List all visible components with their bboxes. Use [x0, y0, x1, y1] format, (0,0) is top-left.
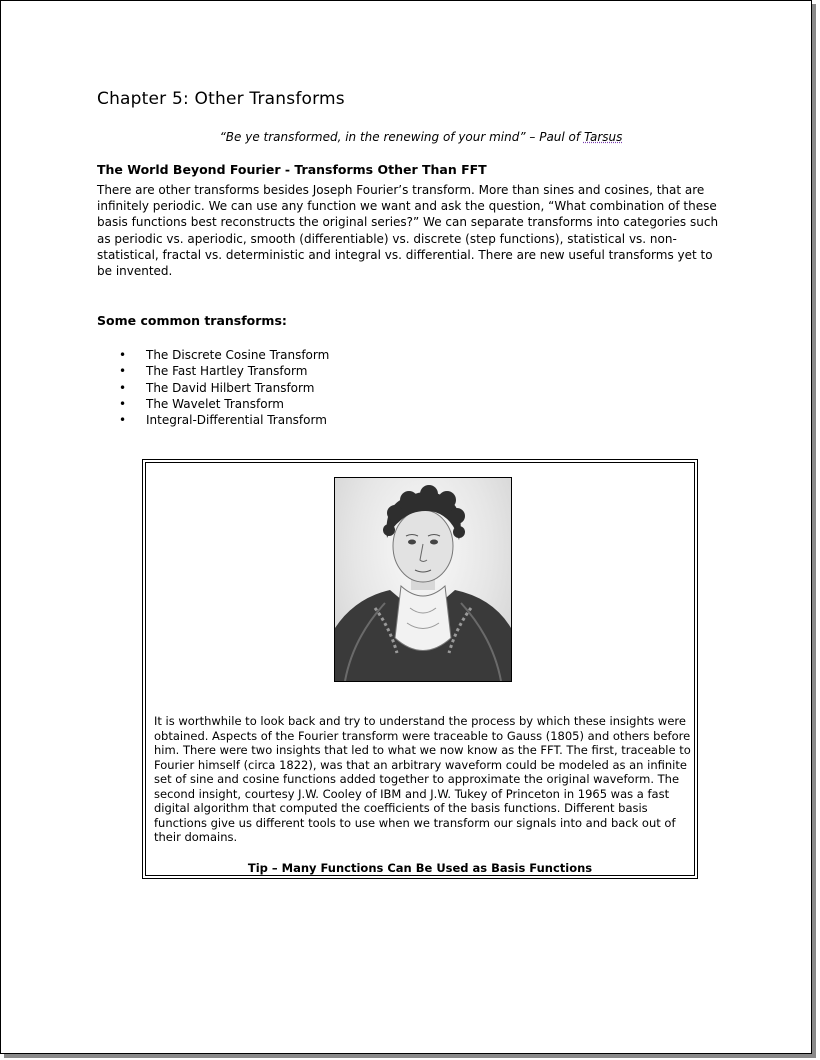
tip-text: It is worthwhile to look back and try to understand the process by which these insights were obtained. Aspects of the Fourier transform were traceable to Gauss (1805) and others before him. There were two insights that led to what we now know as the FFT. The first, traceable to Fourier himself (circa 1822), was that an arbitrary waveform could be modeled as an infinite set of sine and cosine functions added together to approximate the original waveform. The second insight, courtesy J.W. Cooley of IBM and J.W. Tukey of Princeton in 1965 was a fast digital algorithm that computed the coefficients of the basis functions. Different basis functions give us different tools to use when we transform our signals into and back out of their domains. — [154, 714, 691, 844]
epigraph-place: Tarsus — [583, 130, 623, 144]
list-item: • The David Hilbert Transform — [97, 380, 329, 396]
common-transforms-heading: Some common transforms: — [97, 313, 287, 328]
chapter-title: Chapter 5: Other Transforms — [97, 89, 345, 109]
list-item: • The Fast Hartley Transform — [97, 363, 329, 379]
tip-box-inner — [145, 462, 695, 876]
list-item: • The Discrete Cosine Transform — [97, 347, 329, 363]
list-item: • Integral-Differential Transform — [97, 412, 329, 428]
epigraph — [1, 130, 811, 144]
tip-caption: Tip – Many Functions Can Be Used as Basis Functions — [247, 861, 593, 875]
section-heading: The World Beyond Fourier - Transforms Other Than FFT — [97, 162, 487, 177]
tip-box — [142, 459, 698, 879]
transform-list — [97, 347, 329, 428]
intro-paragraph: There are other transforms besides Joseph Fourier’s transform. More than sines and cosines, that are infinitely periodic. We can use any function we want and ask the question, “What combination of these basis functions best reconstructs the original series?” We can separate transforms into categories such as periodic vs. aperiodic, smooth (differentiable) vs. discrete (step functions), statistical vs. non-statistical, fractal vs. deterministic and integral vs. differential. There are new useful transforms yet to be invented. — [97, 183, 719, 279]
epigraph-quote: “Be ye transformed, in the renewing of your mind” – Paul of — [219, 130, 584, 144]
portrait-illustration — [335, 478, 511, 681]
list-item: • The Wavelet Transform — [97, 396, 329, 412]
fourier-portrait-icon — [334, 477, 512, 682]
